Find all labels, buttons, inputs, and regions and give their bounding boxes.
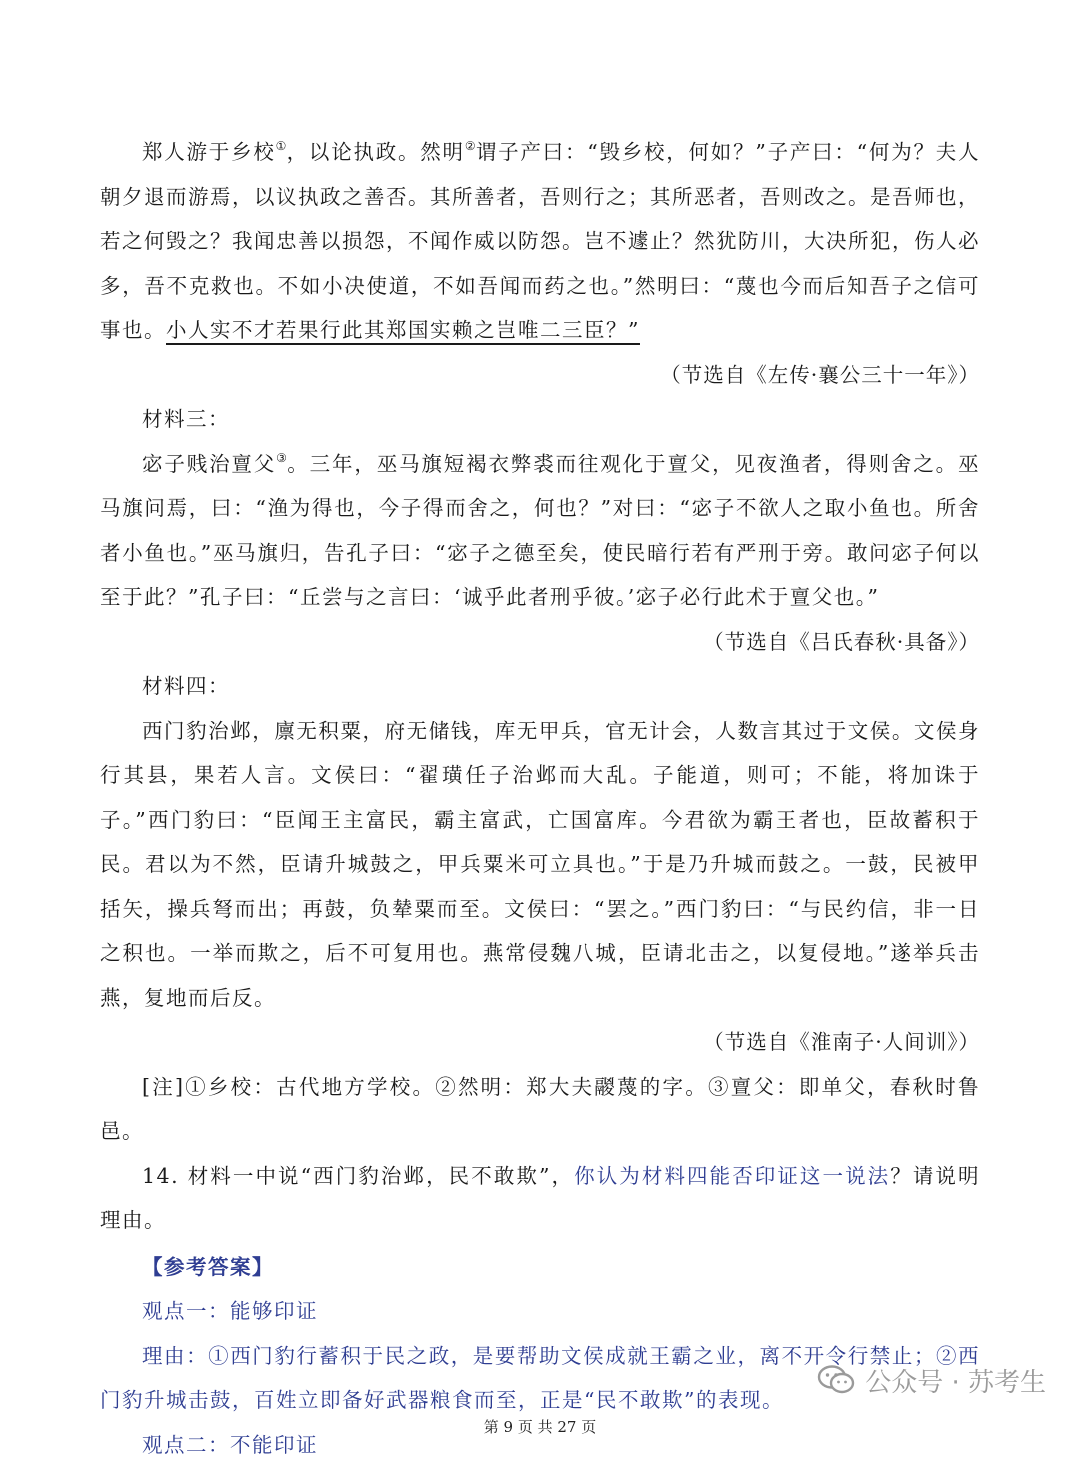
material-two-paragraph	[100, 130, 980, 353]
footnote-marker: ③	[276, 451, 287, 465]
answer-view-two: 观点二：不能印证	[100, 1423, 980, 1467]
annotation-notes: [注]①乡校：古代地方学校。②然明：郑大夫鬷蔑的字。③亶父：即单父，春秋时鲁邑。	[100, 1065, 980, 1154]
question-text: 14. 材料一中说“西门豹治邺，民不敢欺”，	[142, 1164, 574, 1188]
material-four-paragraph: 西门豹治邺，廪无积粟，府无储钱，库无甲兵，官无计会，人数言其过于文侯。文侯身行其县，果若人言。文侯曰：“翟璜任子治邺而大乱。子能道，则可；不能，将加诛于子。”西门豹曰：“臣闻王主富民，霸主富武，亡国富库。今君欲为霸王者也，臣故蓄积于民。君以为不然，臣请升城鼓之，甲兵粟米可立具也。”于是乃升城而鼓之。一鼓，民被甲括矢，操兵弩而出；再鼓，负辇粟而至。文侯曰：“罢之。”西门豹曰：“与民约信，非一日之积也。一举而欺之，后不可复用也。燕常侵魏八城，臣请北击之，以复侵地。”遂举兵击燕，复地而后反。	[100, 709, 980, 1021]
material-four-heading: 材料四：	[100, 664, 980, 709]
text-segment: 谓子产曰：“毁乡校，何如？”子产曰：“何为？夫人朝夕退而游焉，以议执政之善否。其所善者，吾则行之；其所恶者，吾则改之。是吾师也，若之何毁之？我闻忠善以损怨，不闻作威以防怨。岂不遽止？然犹防川，大决所犯，伤人必多，吾不克救也。不如小决使道，不如吾闻而药之也。”然明曰：“蔑也今而后知吾子之信可事也。	[100, 140, 980, 342]
answer-reason: 理由：①西门豹行蓄积于民之政，是要帮助文侯成就王霸之业，离不开令行禁止；②西门豹升城击鼓，百姓立即备好武器粮食而至，正是“民不敢欺”的表现。	[100, 1334, 980, 1423]
text-segment: ，以论执政。然明	[287, 140, 465, 164]
answer-title	[100, 1245, 980, 1290]
question-highlight: 你认为材料四能否印证这一说法	[574, 1164, 890, 1188]
answer-title-text: 【参考答案】	[142, 1255, 274, 1279]
underlined-translation-sentence: 小人实不才若果行此其郑国实赖之岂唯二三臣？”	[166, 318, 640, 342]
document-body	[100, 130, 980, 1467]
footnote-marker: ②	[465, 139, 476, 153]
text-segment: 郑人游于乡校	[142, 140, 276, 164]
question-text: ？请说明理由。	[100, 1164, 980, 1233]
wechat-icon	[817, 1365, 855, 1395]
footnote-marker: ①	[276, 139, 287, 153]
answer-view-one: 观点一：能够印证	[100, 1289, 980, 1334]
source-citation: （节选自《淮南子·人间训》）	[100, 1020, 980, 1065]
text-segment: 。三年，巫马旗短褐衣弊裘而往观化于亶父，见夜渔者，得则舍之。巫马旗问焉，曰：“渔为得也，今子得而舍之，何也？”对曰：“宓子不欲人之取小鱼也。所舍者小鱼也。”巫马旗归，告孔子曰：“宓子之德至矣，使民暗行若有严刑于旁。敢问宓子何以至于此？”孔子曰：“丘尝与之言曰：‘诚乎此者刑乎彼。’宓子必行此术于亶父也。”	[100, 452, 980, 610]
page-number-footer: 第 9 页 共 27 页	[0, 1416, 1080, 1437]
question-14	[100, 1154, 980, 1243]
source-citation: （节选自《左传·襄公三十一年》）	[100, 353, 980, 398]
material-three-paragraph	[100, 442, 980, 620]
watermark-text: 公众号 · 苏考生	[865, 1362, 1046, 1399]
watermark	[817, 1360, 1046, 1400]
material-three-heading: 材料三：	[100, 397, 980, 442]
text-segment: 宓子贱治亶父	[142, 452, 276, 476]
source-citation: （节选自《吕氏春秋·具备》）	[100, 620, 980, 665]
